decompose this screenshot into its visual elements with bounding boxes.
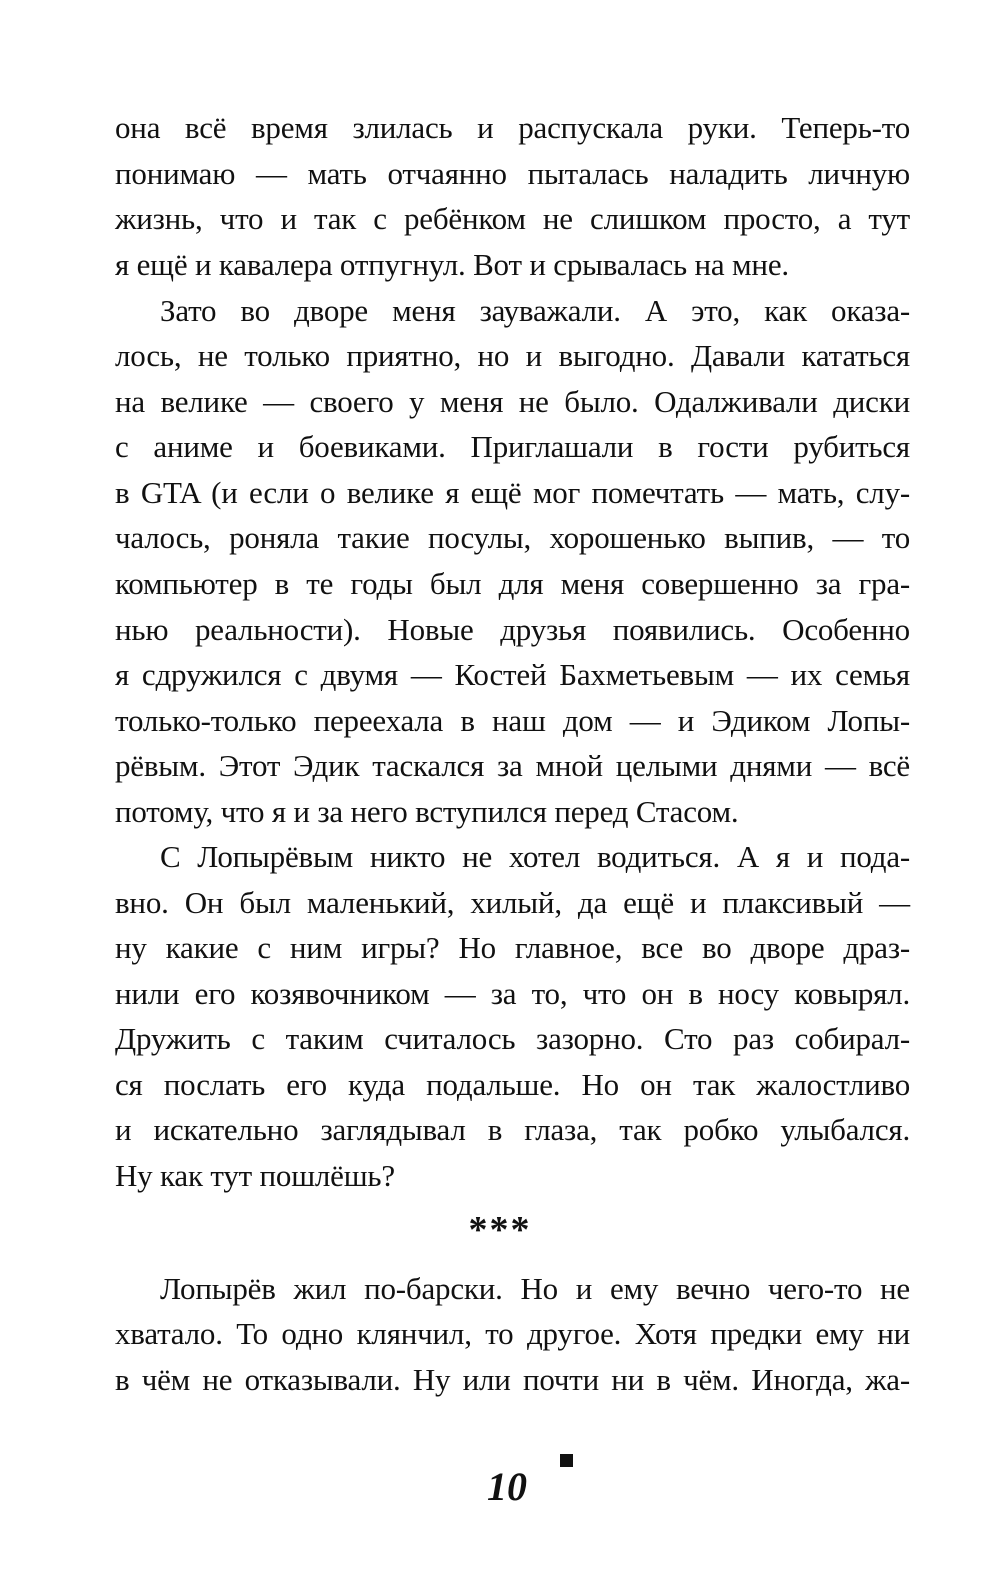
text-line: на велике — своего у меня не было. Одалживали диски (115, 384, 910, 419)
text-line: нью реальности). Новые друзья появились. Особенно (115, 612, 910, 647)
text-line: хватало. То одно клянчил, то другое. Хотя предки ему ни (115, 1316, 910, 1351)
text-line: ну какие с ним игры? Но главное, все во дворе драз- (115, 930, 910, 965)
text-line: лось, не только приятно, но и выгодно. Давали кататься (115, 338, 910, 373)
text-line: нили его козявочником — за то, что он в носу ковырял. (115, 976, 910, 1011)
text-line: в GTA (и если о велике я ещё мог помечтать — мать, слу- (115, 475, 910, 510)
text-line: я сдружился с двумя — Костей Бахметьевым — их семья (115, 657, 910, 692)
text-line: в чём не отказывали. Ну или почти ни в чём. Иногда, жа- (115, 1362, 910, 1397)
text-line: компьютер в те годы был для меня совершенно за гра- (115, 566, 910, 601)
text-line: только-только переехала в наш дом — и Эдиком Лопы- (115, 703, 910, 738)
text-line: понимаю — мать отчаянно пыталась наладить личную (115, 156, 910, 191)
text-line: я ещё и кавалера отпугнул. Вот и срывалась на мне. (115, 247, 789, 282)
text-line: она всё время злилась и распускала руки. Теперь-то (115, 110, 910, 145)
text-line: рёвым. Этот Эдик таскался за мной целыми днями — всё (115, 748, 910, 783)
text-line: ся послать его куда подальше. Но он так жалостливо (115, 1067, 910, 1102)
text-line: Лопырёв жил по-барски. Но и ему вечно чего-то не (160, 1271, 910, 1306)
text-line: и искательно заглядывал в глаза, так робко улыбался. (115, 1112, 910, 1147)
text-line: Ну как тут пошлёшь? (115, 1158, 395, 1193)
text-line: жизнь, что и так с ребёнком не слишком просто, а тут (115, 201, 910, 236)
text-line: Дружить с таким считалось зазорно. Сто раз собирал- (115, 1021, 910, 1056)
square-marker-icon (560, 1454, 573, 1467)
section-separator: *** (468, 1209, 532, 1251)
text-line: потому, что я и за него вступился перед Стасом. (115, 794, 739, 829)
text-line: с аниме и боевиками. Приглашали в гости рубиться (115, 429, 910, 464)
page-number: 10 (487, 1464, 527, 1509)
text-line: Зато во дворе меня зауважали. А это, как оказа- (160, 293, 910, 328)
text-line: вно. Он был маленький, хилый, да ещё и плаксивый — (115, 885, 910, 920)
text-line: чалось, роняла такие посулы, хорошенько выпив, — то (115, 520, 910, 555)
text-line: С Лопырёвым никто не хотел водиться. А я и пода- (160, 839, 910, 874)
